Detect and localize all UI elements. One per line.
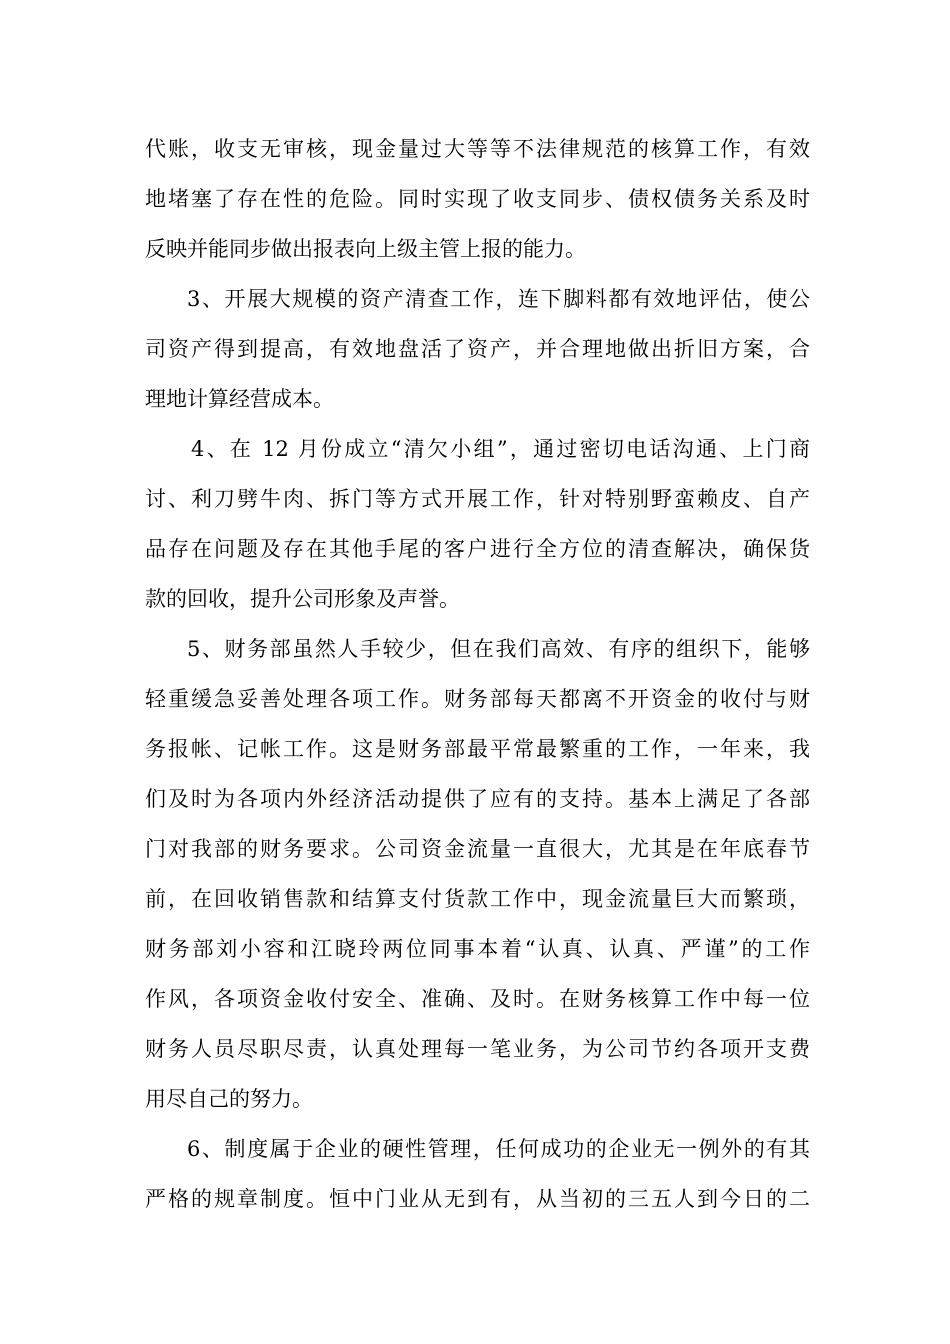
text-line: 财务人员尽职尽责，认真处理每一笔业务，为公司节约各项开支费 [145,1037,810,1061]
text-line: 地堵塞了存在性的危险。同时实现了收支同步、债权债务关系及时 [145,187,810,211]
text-line: 务报帐、记帐工作。这是财务部最平常最繁重的工作，一年来，我 [145,737,810,761]
paragraph-5 [145,624,810,1124]
text-line: 款的回收，提升公司形象及声誉。 [145,587,460,611]
text-line: 品存在问题及存在其他手尾的客户进行全方位的清查解决，确保货 [145,537,810,561]
text-line: 反映并能同步做出报表向上级主管上报的能力。 [145,237,586,261]
text-line: 前，在回收销售款和结算支付货款工作中，现金流量巨大而繁琐， [145,887,810,911]
text-line: 门对我部的财务要求。公司资金流量一直很大，尤其是在年底春节 [145,837,810,861]
text-line: 代账，收支无审核，现金量过大等等不法律规范的核算工作，有效 [145,137,810,161]
text-line: 作风，各项资金收付安全、准确、及时。在财务核算工作中每一位 [145,987,810,1011]
text-line: 5、财务部虽然人手较少，但在我们高效、有序的组织下，能够 [187,637,810,661]
paragraph-3 [145,274,810,424]
text-line: 理地计算经营成本。 [145,387,334,411]
text-line: 6、制度属于企业的硬性管理，任何成功的企业无一例外的有其 [187,1137,810,1161]
text-line: 们及时为各项内外经济活动提供了应有的支持。基本上满足了各部 [145,787,810,811]
text-line: 司资产得到提高，有效地盘活了资产，并合理地做出折旧方案，合 [145,337,810,361]
paragraph-continued [145,124,810,274]
text-line: 用尽自己的努力。 [145,1087,313,1111]
document-body [145,124,810,1224]
paragraph-4 [145,424,810,624]
paragraph-6 [145,1124,810,1224]
text-line: 3、开展大规模的资产清查工作，连下脚料都有效地评估，使公 [187,287,810,311]
text-line: 讨、利刀劈牛肉、拆门等方式开展工作，针对特别野蛮赖皮、自产 [145,487,810,511]
text-line: 轻重缓急妥善处理各项工作。财务部每天都离不开资金的收付与财 [145,687,810,711]
text-line: 财务部刘小容和江晓玲两位同事本着“认真、认真、严谨”的工作 [145,937,810,961]
text-line: 严格的规章制度。恒中门业从无到有，从当初的三五人到今日的二 [145,1187,810,1211]
text-line: 4、在 12 月份成立“清欠小组”，通过密切电话沟通、上门商 [191,437,810,461]
